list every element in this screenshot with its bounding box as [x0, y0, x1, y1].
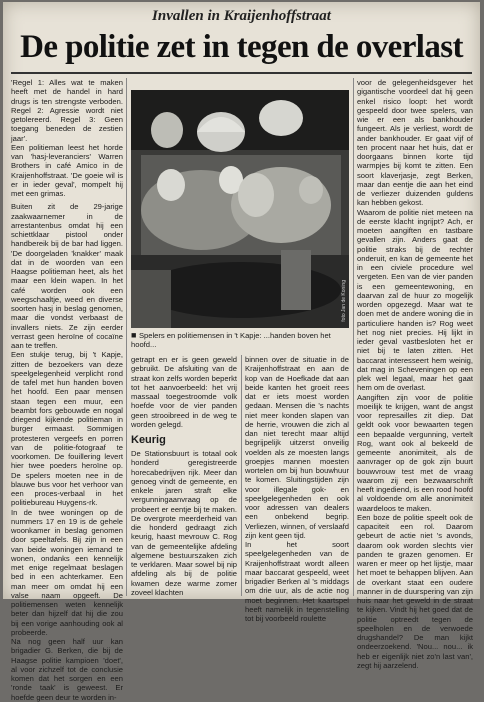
article-photo [131, 90, 349, 328]
subheading: Keurig [131, 434, 166, 446]
paragraph: De Stationsbuurt is totaal ook honderd geregistreerde horecabedrijven rijk. Meer dan genoeg vindt de gemeente, en enkele jaren straft elke vergunningaanvraag op de probeert er eentje bij te maken. De overgrote meerderheid van die honderd gedraagt zich keurig, haast mevrouw C. Rog van de gemeentelijke afdeling algemene bestuurszaken zich te verklaren. Maar sowel bij nip afdeling als bij de politie kwamen deze warme zomer zoveel klachten [131, 449, 237, 597]
paragraph: In het soort speelgelegenheden van de Kraijenhoffstraat wordt alleen maar baccarat gespeeld, weet brigadier Berken al 's middags om drie uur, als de actie nog moet beginnen. Het kaartspel heeft namelijk in tegenstelling tot bij voorbeeld roulette [245, 540, 349, 623]
photo-caption [131, 331, 349, 350]
paragraph: Een politieman leest het horde van 'hasj-leveranciers' Warren Brothers in café Amico in de Kraijenhoffstraat. 'De goeie wil is er in ieder geval', mompelt hij met een grimas. [11, 142, 123, 198]
column-divider [126, 78, 127, 596]
headline-rule [11, 72, 472, 74]
paragraph: Aangiften zijn voor de politie moeilijk te krijgen, want de angst voor represailles zit diep. Dat geldt ook voor bewaarten tegen een bepaalde vergunning, vertelt Rog, want ook al bekeeld de gemeente anonimiteit, als de aanvrager op de gok zijn buurt bouwvrouw test met de vraag waarom zij een bezwaarschrift heeft ingediend, is een rood hoofd al voldoende om alle anonimiteit waardeloos te maken. [357, 392, 473, 513]
photo-image [131, 90, 349, 328]
paragraph: binnen over de situatie in de Kraijenhoffstraat en aan de kop van de Hoefkade dat aan beide kanten het groeit rees dat er iets moest worden gedaan. Mensen die 's nachts niet meer konden slapen van de herrie, vrouwen die zich al dan niet terecht maar altijd begrijpelijk uitzerst onveilig voelden als ze moesten langs groepjes mannen moesten wortelen om bij hun bouwhuur te komen. Sluitingstijden zijn voor illegale gok- en speelgelegenheden en ook voor adressen van dealers een onbekend begrip. Verliezen, winnen, of verslaafd zijn kent geen tijd. [245, 355, 349, 540]
paragraph: Buiten zit de 29-jarige zaakwaarnemer in de arrestantenbus omdat hij een schiettklaar pistool onder handbereik bij de bar had liggen. 'De doorgeladen 'knakker' maak dat in de woorden van een Haagse politieman heet, als het maar een klein wapen. In het café worden ook een weegschaaltje, weed en diverse soorten hasj in beslag genomen, maar die vondst verbaast de invallers niets. Ze zijn eerder verrast geen heroïne of cocaïne aan te treffen. [11, 202, 123, 350]
column-1 [11, 78, 123, 702]
article-kicker: Invallen in Kraijenhoffstraat [152, 8, 331, 24]
newspaper-clipping [3, 2, 480, 702]
column-2 [131, 355, 237, 596]
bullet-icon: ■ [131, 330, 139, 340]
column-4 [357, 78, 473, 670]
paragraph: In de twee woningen op de nummers 17 en 19 is de gehele woonkamer in beslag genomen door speeltafels. Bij zijn in een van beide woningen iemand te wonen, ondanks een kennelijk met enige regelmaat beslagen bed in een achterkamer. Een man meer om omdat hij een valse naam opgeeft. De politiemensen weten kennelijk beter dan hijzelf dat hij die zou bij een vorige aanhouding ook al probeerde. [11, 507, 123, 637]
paragraph: Na nog geen half uur kan brigadier G. Berken, die bij de Haagse politie kampioen 'doet', al voor zichzelf tot de conclusie komen dat het sorgen en een 'ronde taak' is geweest. Er hoefde geen deur te worden in- [11, 637, 123, 702]
column-divider [353, 78, 354, 596]
paragraph: voor de gelegenheidsgever het gigantische voordeel dat hij geen enkel risico loopt: het wordt gespeeld door twee spelers, van wie er een als bankhouder fungeert. Als je verliest, wordt de ander bankhouder. Er gaat vijf of ten procent naar het huis, dat er doorgaans binnen korte tijd warmpjes bij komt te zitten. Een soort klaverjasje, zegt Berken, maar dan eentje die aan het eind de verliezer duizenden guldens kan hebben gekost. [357, 78, 473, 208]
paragraph: 'Regel 1: Alles wat te maken heeft met de handel in hard drugs is ten strengste verboden. Regel 2: Agressie wordt niet getolereerd. Regel 3: Geen toegang beneden de zestien jaar'. [11, 78, 123, 143]
paragraph: Waarom de politie niet meteen na de eerste klacht ingrijpt? Ach, er moeten aangiften en tastbare gevallen zijn. Anders gaat de politie straks bij de rechter onderuit, en kan de gemeente het in een civiele procedure wel vergeten. Een van de vier panden is een gemeentewoning, en daarvan zal de huur zo mogelijk worden opgezegd. Maar wat te doen met de andere woning die in particuliere handen is? Rog weet het nog niet precies. Hij lijkt in ieder geval vastbesloten het er niet bij te laten zitten. Het baccarat interesseert hem weinig, dat mag in Scheveningen op een plek wel legaal, maar het gaat hem om de overlast. [357, 207, 473, 393]
column-3 [245, 355, 349, 623]
column-divider [241, 355, 242, 596]
photo-caption-text: Spelers en politiemensen in 't Kapje: ...handen boven het hoofd... [131, 331, 331, 350]
paragraph: Een stukje terug, bij 't Kapje, zitten de bezoekers van deze speelgelegenheid verplicht rond de tafel met hun handen boven het hoofd. Een paar mensen staan tegen een muur, een beambt fors gebouwde en nogal driegend kijkende politieman in burger ermaast. Sommigen protesteren vergeefs en porren van de politie-fotograaf te voorkomen. De fouillering levert hier twee poeders heroïne op. De spelers moeten nee in de blauwe bus voor het verhoor van een proces-verbaal in het politiebureau Huygens-rk. [11, 350, 123, 508]
photo-credit: foto Jan de Koning [341, 280, 347, 322]
paragraph: Een boze de politie speelt ook de capaciteit een rol. Daarom gebeurt de actie niet 's avonds, daarom ook worden slechts vier panden te grazen genomen. Er waren er meer op het lijstje, maar het moet te behappen blijven. Aan de overkant staat een oudere manner in de duurspering van zijn huis naar het geweld in de straat te kijken. Vindt hij het goed dat de politie optreedt tegen de speelholen en de verwoede drugshandel? De man kijkt ondeerzoekend. 'Nou... nou... ik heb er eigenlijk niet zo'n last van', zegt hij aarzelend. [357, 512, 473, 670]
article-headline: De politie zet in tegen de overlast [20, 29, 463, 65]
paragraph: getrapt en er is geen geweld gebruikt. De afsluiting van de straat kon zelfs worden beperkt tot het aanvoerbeeld: het vrij massaal toegestroomde volk hoefde voor de vier panden geen strooibreed in de weg te worden gelegd. [131, 355, 237, 429]
